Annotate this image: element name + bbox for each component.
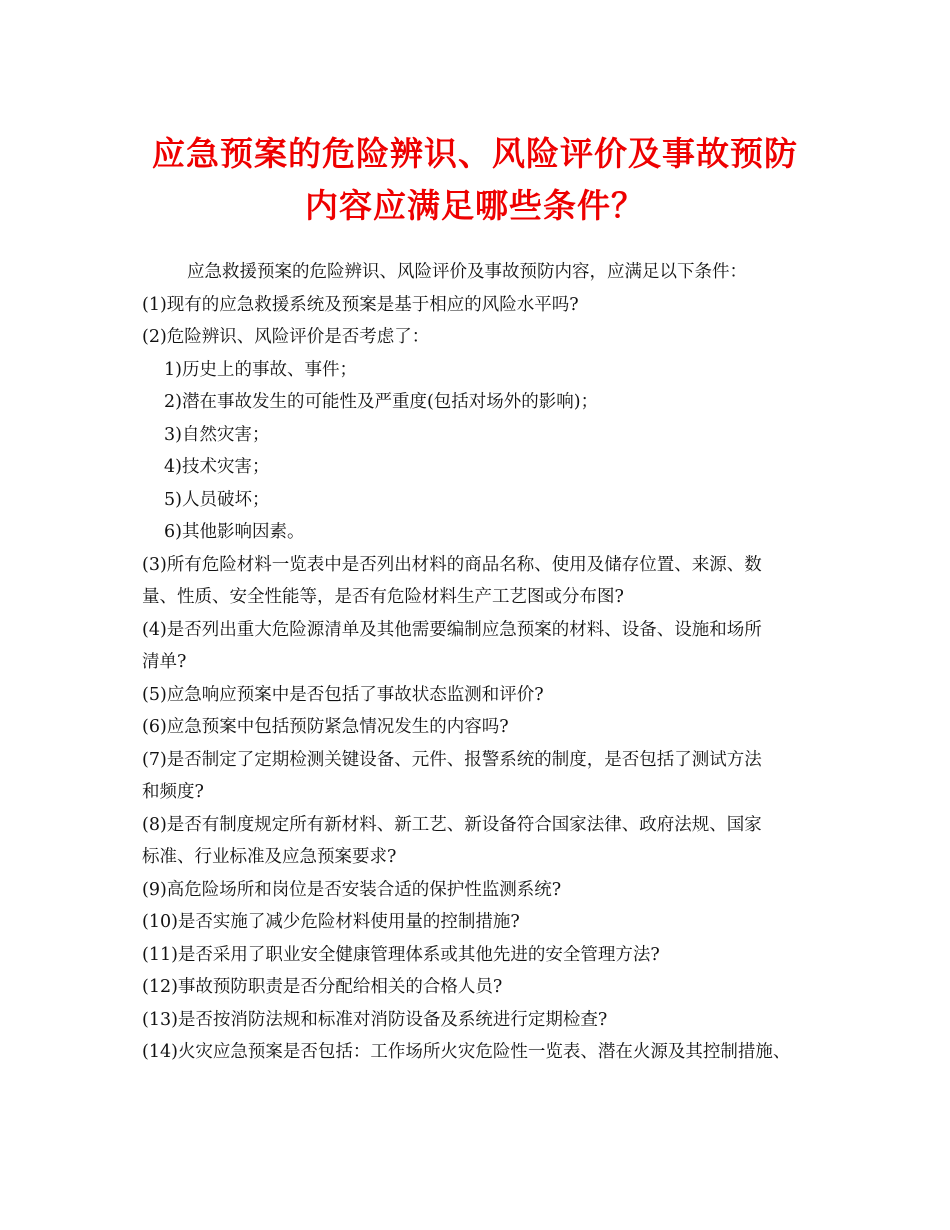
document-body: [142, 256, 822, 1069]
item-3-line-2: 量、性质、安全性能等，是否有危险材料生产工艺图或分布图?: [142, 587, 624, 607]
item-9: (9)高危险场所和岗位是否安装合适的保护性监测系统?: [142, 879, 562, 900]
subitem-5: 5)人员破坏；: [164, 489, 270, 510]
item-13: (13)是否按消防法规和标准对消防设备及系统进行定期检查?: [142, 1009, 608, 1030]
item-7-line-2: 和频度?: [142, 782, 204, 802]
item-3-line-1: (3)所有危险材料一览表中是否列出材料的商品名称、使用及储存位置、来源、数: [142, 554, 762, 575]
item-4-line-1: (4)是否列出重大危险源清单及其他需要编制应急预案的材料、设备、设施和场所: [142, 619, 762, 640]
intro-paragraph: 应急救援预案的危险辨识、风险评价及事故预防内容，应满足以下条件：: [187, 262, 747, 282]
item-12: (12)事故预防职责是否分配给相关的合格人员?: [142, 977, 503, 997]
subitem-6: 6)其他影响因素。: [164, 522, 305, 542]
item-5: (5)应急响应预案中是否包括了事故状态监测和评价?: [142, 684, 544, 705]
subitem-3: 3)自然灾害；: [164, 424, 270, 445]
subitem-4: 4)技术灾害；: [164, 457, 270, 477]
item-8-line-1: (8)是否有制度规定所有新材料、新工艺、新设备符合国家法律、政府法规、国家: [142, 814, 762, 835]
item-6: (6)应急预案中包括预防紧急情况发生的内容吗?: [142, 717, 509, 737]
title-line-2: 内容应满足哪些条件？: [305, 186, 645, 225]
subitem-2: 2)潜在事故发生的可能性及严重度(包括对场外的影响)；: [164, 392, 599, 412]
title-line-1: 应急预案的危险辨识、风险评价及事故预防: [152, 134, 798, 173]
item-2: (2)危险辨识、风险评价是否考虑了：: [142, 327, 430, 347]
item-11: (11)是否采用了职业安全健康管理体系或其他先进的安全管理方法?: [142, 944, 660, 965]
item-10: (10)是否实施了减少危险材料使用量的控制措施?: [142, 912, 520, 932]
item-14-line-1: (14)火灾应急预案是否包括：工作场所火灾危险性一览表、潜在火源及其控制措施、: [142, 1042, 791, 1062]
item-8-line-2: 标准、行业标准及应急预案要求?: [142, 847, 397, 867]
subitem-1: 1)历史上的事故、事件；: [164, 359, 357, 380]
item-7-line-1: (7)是否制定了定期检测关键设备、元件、报警系统的制度，是否包括了测试方法: [142, 749, 762, 770]
item-4-line-2: 清单?: [142, 652, 187, 672]
document-title: [0, 128, 950, 232]
item-1: (1)现有的应急救援系统及预案是基于相应的风险水平吗?: [142, 294, 579, 315]
